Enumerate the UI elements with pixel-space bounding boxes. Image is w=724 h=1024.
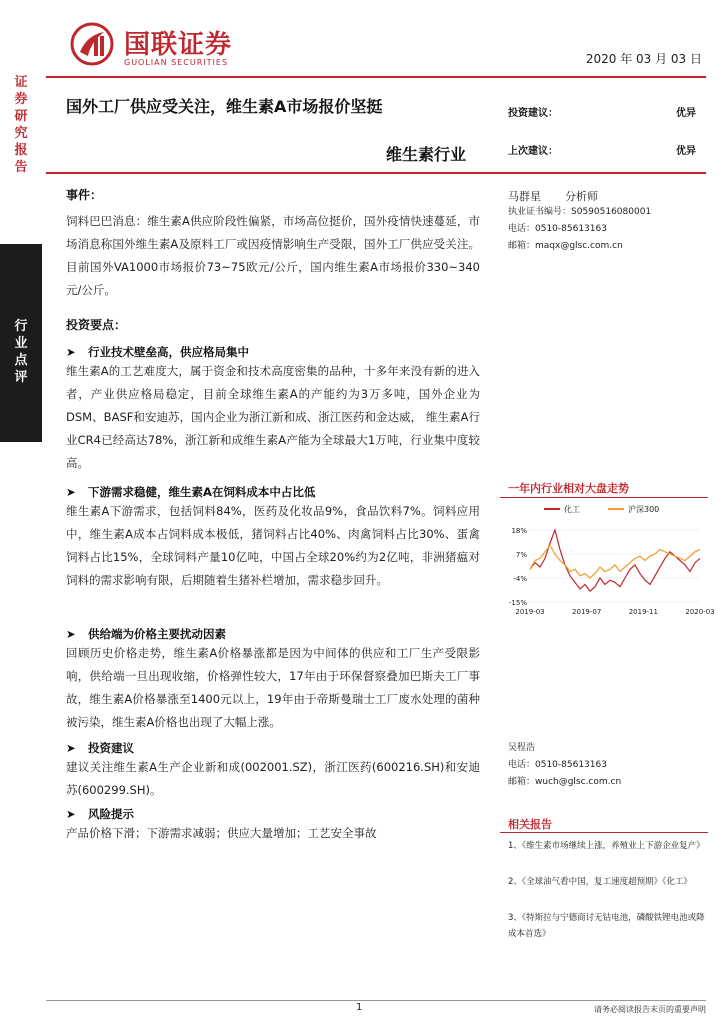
legend-label: 化工 xyxy=(564,505,580,514)
invest-rating-label: 投资建议： xyxy=(508,108,558,119)
y-tick-label: 7% xyxy=(515,551,527,559)
analyst-block xyxy=(508,188,708,255)
points-heading: 投资要点： xyxy=(66,318,127,332)
y-tick-label: -15% xyxy=(508,599,527,607)
y-tick-label: -4% xyxy=(513,575,527,583)
y-tick-label: 18% xyxy=(511,527,527,535)
contact-name: 吴程浩 xyxy=(508,743,536,753)
related-heading: 相关报告 xyxy=(508,818,552,831)
point-text: 产品价格下滑；下游需求减弱；供应大量增加；工艺安全事故 xyxy=(66,826,377,840)
contact-email: 邮箱：wuch@glsc.com.cn xyxy=(508,777,622,787)
point-text: 回顾历史价格走势，维生素A价格暴涨都是因为中间体的供应和工厂生产受限影响，供给端一旦出现收缩，价格弹性较大，17年由于环保督察叠加巴斯夫工厂事故，维生素A价格暴涨至1400元以上，19年由于帝斯曼瑞士工厂废水处理的菌种被污染，维生素A价格也出现了大幅上涨。 xyxy=(66,646,480,729)
brand-name: 国联证券 xyxy=(124,30,233,60)
last-rating-value: 优异 xyxy=(676,146,696,157)
analyst-name: 马群星 xyxy=(508,190,541,203)
point-title: ➤ 行业技术壁垒高，供应格局集中 xyxy=(66,345,249,359)
analyst-cert: 执业证书编号：S0590516080001 xyxy=(508,207,652,217)
sidebar-mid-label: 行业点评 xyxy=(14,319,28,385)
point-text: 建议关注维生素A生产企业新和成(002001.SZ)，浙江医药(600216.SH)和安迪苏(600299.SH)。 xyxy=(66,760,480,797)
header-divider xyxy=(46,76,706,78)
report-title: 国外工厂供应受关注，维生素A市场报价坚挺 xyxy=(66,97,383,116)
chart-title: 一年内行业相对大盘走势 xyxy=(508,482,629,495)
brand-name-en: GUOLIAN SECURITIES xyxy=(124,58,229,67)
relative-performance-chart xyxy=(500,500,715,622)
sidebar-category xyxy=(0,244,42,442)
sidebar-report-type xyxy=(0,64,42,244)
last-rating-label: 上次建议： xyxy=(508,146,558,157)
related-report-item[interactable]: 3、《特斯拉与宁德商讨无钴电池，磷酸铁锂电池或降成本首选》 xyxy=(508,913,705,939)
contact-block xyxy=(508,740,708,791)
contact-phone: 电话：0510-85613163 xyxy=(508,760,607,770)
invest-rating-value: 优异 xyxy=(676,108,696,119)
disclaimer-note: 请务必阅读报告末页的重要声明 xyxy=(594,1005,706,1014)
point-title: ➤ 投资建议 xyxy=(66,741,134,755)
chart-divider xyxy=(500,497,708,498)
point-title: ➤ 下游需求稳健，维生素A在饲料成本中占比低 xyxy=(66,485,316,499)
sidebar-top-label: 证券研究报告 xyxy=(14,75,28,175)
industry-name: 维生素行业 xyxy=(386,145,467,164)
related-report-item[interactable]: 2、《全球油气看中国，复工速度超预期》《化工》 xyxy=(508,877,692,887)
point-text: 维生素A的工艺难度大，属于资金和技术高度密集的品种，十多年来没有新的进入者，产业供应格局稳定，目前全球维生素A的产能约为3万多吨，国外企业为DSM、BASF和安迪苏，国内企业为浙江新和成、浙江医药和金达威， 维生素A行业CR4已经高达78%，浙江新和成维生素A产能为全球最大1万吨，行业集中度较高。 xyxy=(66,364,480,470)
point-title: ➤ 风险提示 xyxy=(66,807,134,821)
report-date: 2020 年 03 月 03 日 xyxy=(585,52,702,66)
page-number: 1 xyxy=(356,1002,363,1013)
analyst-email: 邮箱：maqx@glsc.com.cn xyxy=(508,241,623,251)
analyst-role: 分析师 xyxy=(565,190,598,203)
related-report-item[interactable]: 1、《维生素市场继续上涨，养殖业上下游企业复产》 xyxy=(508,841,705,851)
x-tick-label: 2019-11 xyxy=(628,608,658,616)
series-line xyxy=(530,545,700,578)
x-tick-label: 2019-03 xyxy=(515,608,545,616)
series-line xyxy=(530,530,700,591)
footer-divider xyxy=(46,1000,706,1001)
point-text: 维生素A下游需求，包括饲料84%，医药及化妆品9%，食品饮料7%。饲料应用中，维生素A成本占饲料成本极低，猪饲料占比40%、肉禽饲料占比30%、蛋禽饲料占比15%，全球饲料产量10亿吨，中国占全球20%约为2亿吨，非洲猪瘟对饲料的需求影响有限，后期随着生猪补栏增加，需求稳步回升。 xyxy=(66,504,480,587)
event-text: 饲料巴巴消息：维生素A供应阶段性偏紧，市场高位挺价，国外疫情快速蔓延，市场消息称国外维生素A及原料工厂或因疫情影响生产受限，国外工厂供应受关注。目前国外VA1000市场报价73~75欧元/公斤，国内维生素A市场报价330~340元/公斤。 xyxy=(66,214,480,297)
title-divider xyxy=(46,172,706,174)
legend-label: 沪深300 xyxy=(628,505,660,514)
event-heading: 事件： xyxy=(66,188,103,202)
point-title: ➤ 供给端为价格主要扰动因素 xyxy=(66,627,226,641)
x-tick-label: 2019-07 xyxy=(572,608,602,616)
x-tick-label: 2020-03 xyxy=(685,608,715,616)
related-divider xyxy=(500,832,708,833)
analyst-phone: 电话：0510-85613163 xyxy=(508,224,607,234)
company-logo-icon xyxy=(70,22,114,66)
